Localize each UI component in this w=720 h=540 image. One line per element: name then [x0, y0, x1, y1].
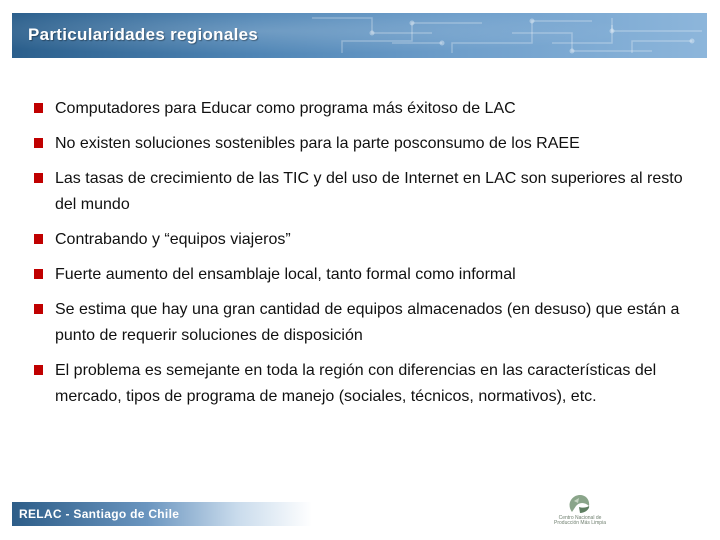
bullet-item: [34, 131, 694, 157]
bullet-item: [34, 96, 694, 122]
bullet-list: [34, 96, 694, 419]
bullet-square-icon: [34, 173, 43, 183]
logo-text-line2: Producción Más Limpia: [554, 520, 606, 526]
bullet-item: [34, 297, 694, 349]
bullet-square-icon: [34, 304, 43, 314]
logo-text-line1: Centro Nacional de: [558, 515, 602, 521]
bullet-text: El problema es semejante en toda la región con diferencias en las características del mercado, tipos de programa de manejo (sociales, técnicos, normativos), etc.: [55, 362, 657, 405]
footer-logo: [552, 492, 608, 532]
bullet-item: [34, 166, 694, 218]
bullet-square-icon: [34, 234, 43, 244]
bullet-item: [34, 358, 694, 410]
bullet-text: Se estima que hay una gran cantidad de equipos almacenados (en desuso) que están a punto de requerir soluciones de disposición: [55, 301, 680, 344]
bullet-square-icon: [34, 365, 43, 375]
footer-bar: [12, 502, 312, 526]
bullet-text: Las tasas de crecimiento de las TIC y del uso de Internet en LAC son superiores al resto del mundo: [55, 170, 683, 213]
slide-title: Particularidades regionales: [28, 25, 259, 44]
bullet-text: Fuerte aumento del ensamblaje local, tanto formal como informal: [55, 266, 516, 283]
recycle-leaf-logo-icon: [552, 492, 608, 516]
bullet-item: [34, 227, 694, 253]
bullet-text: No existen soluciones sostenibles para la parte posconsumo de los RAEE: [55, 135, 580, 152]
bullet-square-icon: [34, 269, 43, 279]
bullet-text: Contrabando y “equipos viajeros”: [55, 231, 291, 248]
footer-text: RELAC - Santiago de Chile: [19, 507, 180, 521]
bullet-square-icon: [34, 138, 43, 148]
bullet-item: [34, 262, 694, 288]
title-banner: [12, 13, 707, 58]
bullet-text: Computadores para Educar como programa más éxitoso de LAC: [55, 100, 516, 117]
bullet-square-icon: [34, 103, 43, 113]
